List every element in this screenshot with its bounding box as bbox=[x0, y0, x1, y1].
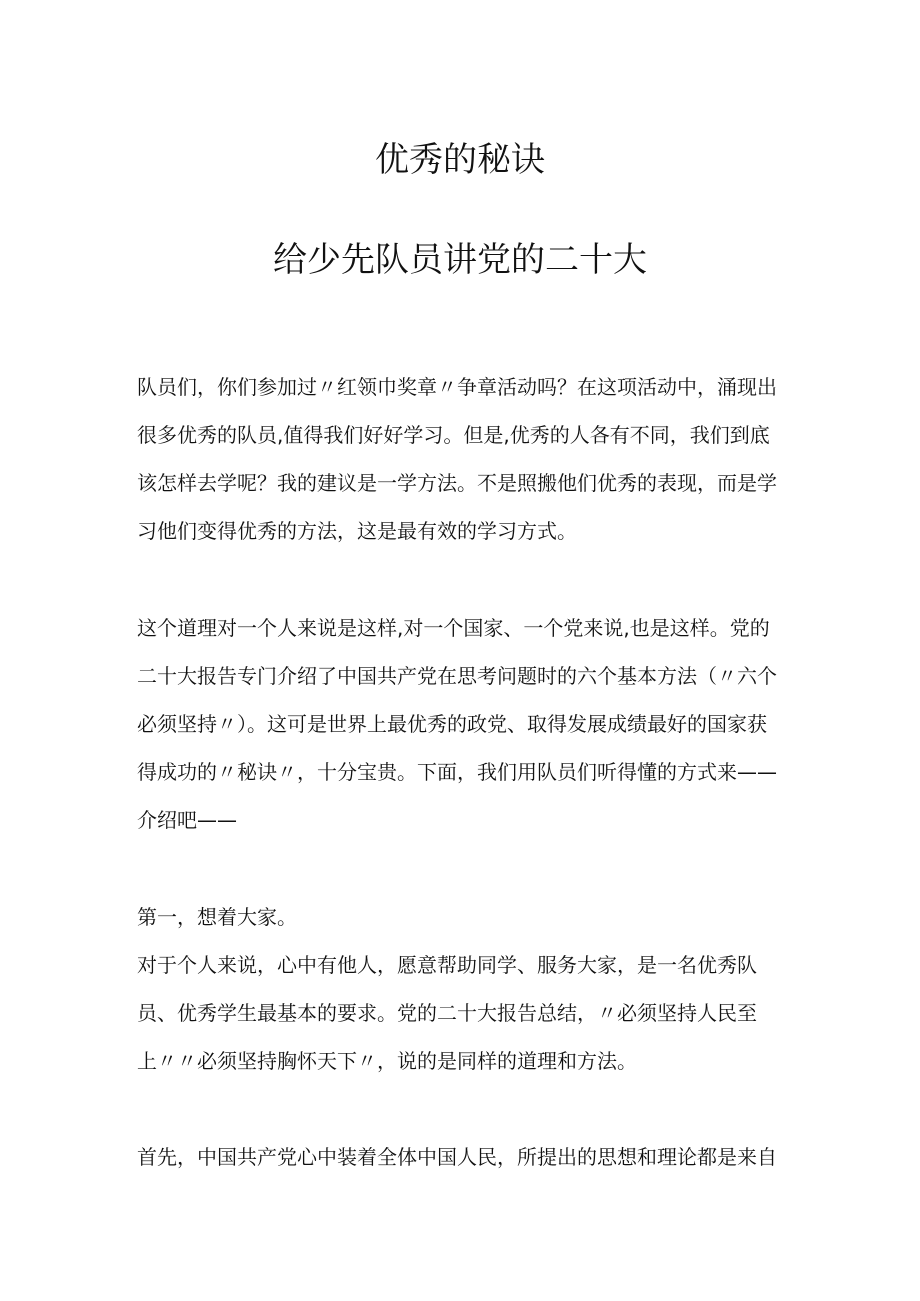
section-heading: 第一，想着大家。 bbox=[137, 905, 297, 929]
text-line: 该怎样去学呢？我的建议是一学方法。不是照搬他们优秀的表现，而是学 bbox=[137, 471, 777, 495]
text-line: 队员们，你们参加过〃红领巾奖章〃争章活动吗？在这项活动中，涌现出 bbox=[137, 375, 777, 399]
text-line: 习他们变得优秀的方法，这是最有效的学习方式。 bbox=[137, 519, 577, 543]
text-line: 员、优秀学生最基本的要求。党的二十大报告总结，〃必须坚持人民至 bbox=[137, 1001, 757, 1025]
text-line: 首先，中国共产党心中装着全体中国人民，所提出的思想和理论都是来自 bbox=[137, 1145, 777, 1169]
paragraph-intro bbox=[137, 363, 787, 555]
text-line: 上〃〃必须坚持胸怀天下〃，说的是同样的道理和方法。 bbox=[137, 1049, 637, 1073]
text-line: 二十大报告专门介绍了中国共产党在思考问题时的六个基本方法（〃六个 bbox=[137, 664, 777, 688]
document-subtitle: 给少先队员讲党的二十大 bbox=[273, 240, 647, 280]
text-line: 这个道理对一个人来说是这样,对一个国家、一个党来说,也是这样。党的 bbox=[137, 616, 770, 640]
text-line: 得成功的〃秘诀〃，十分宝贵。下面，我们用队员们听得懂的方式来—— bbox=[137, 760, 777, 784]
document-title: 优秀的秘诀 bbox=[375, 140, 545, 180]
text-line: 必须坚持〃）。这可是世界上最优秀的政党、取得发展成绩最好的国家获 bbox=[137, 712, 767, 736]
text-line: 很多优秀的队员,值得我们好好学习。但是,优秀的人各有不同，我们到底 bbox=[137, 423, 770, 447]
paragraph-method bbox=[137, 604, 787, 844]
paragraph-first-point bbox=[137, 893, 787, 1085]
paragraph-continuation bbox=[137, 1133, 787, 1181]
text-line: 对于个人来说，心中有他人，愿意帮助同学、服务大家，是一名优秀队 bbox=[137, 953, 757, 977]
text-line: 介绍吧—— bbox=[137, 808, 237, 832]
